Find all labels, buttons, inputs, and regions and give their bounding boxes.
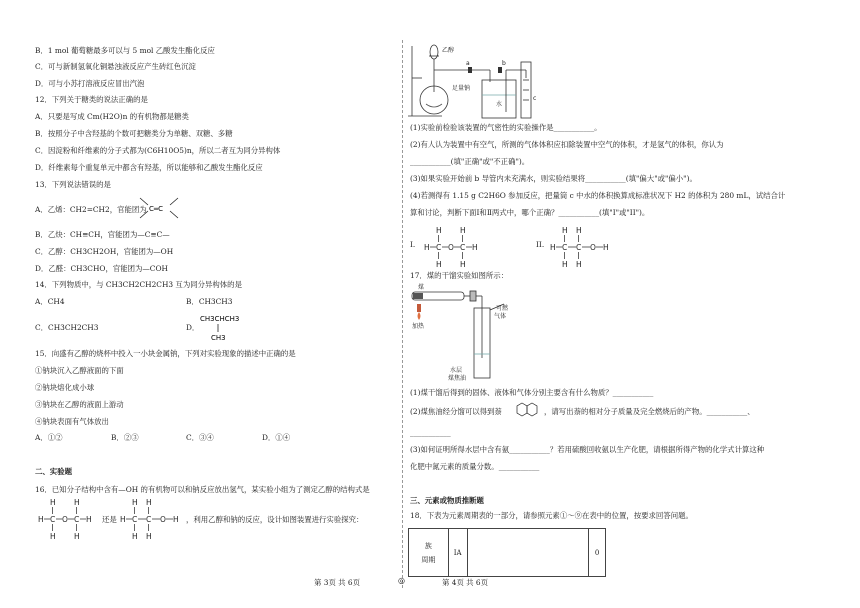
- footer-left-page-number: 第 3页 共 6页: [314, 578, 361, 587]
- q14-option-a: A．CH4: [35, 297, 65, 306]
- svg-text:H: H: [576, 226, 582, 235]
- q16-or-text: 还是: [102, 515, 117, 524]
- svg-text:C: C: [146, 515, 152, 524]
- periodic-table-fragment: [408, 528, 606, 577]
- q17-part-1: (1)煤干馏后得到的固体、液体和气体分别主要含有什么物质？___________: [410, 388, 654, 397]
- right-page: [400, 0, 860, 608]
- q16-part-4-continued: 算和讨论，判断下面Ⅰ和Ⅱ两式中，哪个正确？___________(填"I"或"II")。: [410, 208, 650, 217]
- q15-option-c: C．③④: [186, 433, 214, 442]
- question-15: 15．向盛有乙醇的烧杯中投入一小块金属钠，下列对实验现象的描述中正确的是: [35, 349, 296, 358]
- svg-text:C: C: [576, 243, 582, 252]
- svg-text:H: H: [603, 243, 609, 252]
- q13-option-b: B．乙炔：CH≡CH，官能团为—C≡C—: [35, 230, 170, 239]
- q16-part-1: (1)实验前检验该装置的气密性的实验操作是___________。: [410, 123, 602, 132]
- section-inference-heading: 三、元素或物质推断题: [410, 496, 484, 505]
- svg-text:H: H: [424, 243, 430, 252]
- table-period-label: 周期: [421, 555, 436, 564]
- svg-text:H: H: [74, 498, 80, 507]
- ethanol-sodium-apparatus-diagram: [408, 40, 538, 122]
- svg-text:C: C: [460, 243, 466, 252]
- svg-text:H: H: [173, 515, 179, 524]
- table-group-label: 族: [424, 541, 432, 550]
- table-empty-cell: [467, 529, 589, 577]
- footer-center-mark: ◎: [398, 576, 405, 585]
- q13-option-c: C．乙醇：CH3CH2OH，官能团为—OH: [35, 247, 174, 256]
- q12-option-a: A．只要是写成 Cm(H2O)n 的有机物都是糖类: [35, 112, 189, 121]
- table-col-ia: IA: [448, 529, 467, 577]
- svg-text:H: H: [550, 243, 556, 252]
- q17-part-3: (3)如何证明所得水层中含有氨___________？若用硫酸回收氨以生产化肥，请根据所得产物的化学式计算这种: [410, 445, 765, 454]
- q17-part-2-blank: ___________: [410, 428, 451, 437]
- q16-part-4: (4)若测得有 1.15 g C2H6O 参加反应，把量筒 c 中水的体积换算成标准状况下 H2 的体积为 280 mL，试结合计: [410, 191, 786, 200]
- structure-ii: [550, 226, 616, 270]
- svg-text:O: O: [62, 515, 68, 524]
- svg-text:H: H: [146, 498, 152, 507]
- table-header-cell: [409, 529, 449, 577]
- svg-text:H: H: [436, 260, 442, 269]
- cc-label: C═C: [149, 205, 163, 213]
- q16-part-2-answer: ___________(填"正确"或"不正确")。: [410, 157, 530, 166]
- svg-text:C: C: [132, 515, 138, 524]
- struct-i-label: I.: [410, 240, 416, 249]
- svg-text:H: H: [50, 532, 56, 541]
- q12-option-c: C．因淀粉和纤维素的分子式都为(C6H10O5)n，所以二者互为同分异构体: [35, 146, 281, 155]
- svg-text:H: H: [436, 226, 442, 235]
- section-experiment-heading: 二、实验题: [35, 467, 72, 476]
- option-d-glucose: D．可与小苏打溶液反应冒出汽泡: [35, 79, 145, 88]
- svg-text:C: C: [436, 243, 442, 252]
- left-page: [0, 0, 400, 608]
- svg-text:H: H: [460, 260, 466, 269]
- svg-text:H: H: [576, 260, 582, 269]
- label-a: a: [466, 60, 470, 67]
- q16-continuation: ，利用乙醇和钠的反应，设计如图装置进行实验探究：: [186, 515, 364, 524]
- q15-statement-2: ②钠块熔化成小球: [35, 383, 95, 392]
- branch-sub-label: CH3: [211, 334, 226, 342]
- option-b-glucose: B．1 mol 葡萄糖最多可以与 5 mol 乙酸发生酯化反应: [35, 46, 215, 55]
- svg-text:H: H: [472, 243, 478, 252]
- q12-option-d: D．纤维素每个重复单元中都含有羟基，所以能够和乙酸发生酯化反应: [35, 163, 263, 172]
- q15-statement-4: ④钠块表面有气体放出: [35, 417, 109, 426]
- svg-text:H: H: [562, 260, 568, 269]
- q13-option-d: D．乙醛：CH3CHO，官能团为—COH: [35, 264, 168, 273]
- question-14: 14．下列物质中，与 CH3CH2CH2CH3 互为同分异构体的是: [35, 280, 242, 289]
- svg-text:O: O: [448, 243, 454, 252]
- isobutane-structure: [196, 313, 246, 343]
- ethanol-structure: [120, 498, 182, 542]
- svg-text:H: H: [86, 515, 92, 524]
- label-combustible: 可燃: [496, 305, 509, 312]
- label-coal: 煤: [418, 284, 425, 291]
- q13-option-a: A．乙烯：CH2=CH2，官能团为: [35, 205, 147, 214]
- label-water-layer: 水层: [450, 367, 463, 374]
- svg-text:H: H: [50, 498, 56, 507]
- svg-text:H: H: [132, 498, 138, 507]
- q15-option-d: D．①④: [262, 433, 291, 442]
- label-sodium: 足量钠: [452, 85, 471, 92]
- naphthalene-structure: [516, 402, 540, 418]
- q15-option-a: A．①②: [35, 433, 63, 442]
- question-17: 17．煤的干馏实验如图所示：: [410, 271, 509, 280]
- option-c-glucose: C．可与新制氢氧化铜悬浊液反应产生砖红色沉淀: [35, 62, 196, 71]
- svg-text:H: H: [38, 515, 44, 524]
- label-ethanol: 乙醇: [442, 47, 455, 54]
- q14-option-d: D．: [186, 323, 200, 332]
- svg-text:H: H: [146, 532, 152, 541]
- svg-text:H: H: [132, 532, 138, 541]
- question-13: 13．下列说法错误的是: [35, 180, 111, 189]
- label-b: b: [502, 60, 506, 67]
- svg-text:H: H: [460, 226, 466, 235]
- q17-part-3-continued: 化肥中氮元素的质量分数。___________: [410, 462, 540, 471]
- q16-part-3: (3)如果实验开始前 b 导管内未充满水，则实验结果将___________(填"偏大"或"偏小")。: [410, 174, 697, 183]
- q17-part-2: (2)煤焦油经分馏可以得到萘: [410, 407, 502, 416]
- table-col-0: 0: [589, 529, 606, 577]
- svg-text:H: H: [120, 515, 126, 524]
- q17-part-2-continued: ，请写出萘的相对分子质量及完全燃烧后的产物。___________、: [544, 407, 755, 416]
- label-heat: 加热: [412, 323, 425, 330]
- question-16: 16．已知分子结构中含有—OH 的有机物可以和钠反应放出氢气，某实验小组为了测定乙醇的结构式是: [35, 485, 370, 494]
- label-water: 水: [496, 101, 503, 108]
- cc-double-bond-structure: [140, 196, 180, 222]
- svg-text:C: C: [562, 243, 568, 252]
- q16-part-2: (2)有人认为装置中有空气，所测的气体体积应扣除装置中空气的体积，才是氢气的体积，你认为: [410, 140, 724, 149]
- q14-option-c: C．CH3CH2CH3: [35, 323, 99, 332]
- svg-text:H: H: [74, 532, 80, 541]
- svg-text:O: O: [160, 515, 166, 524]
- q14-option-b: B．CH3CH3: [186, 297, 233, 306]
- svg-text:C: C: [50, 515, 56, 524]
- q15-statement-1: ①钠块沉入乙醇液面的下面: [35, 366, 124, 375]
- branch-label: CH3CHCH3: [200, 315, 240, 323]
- struct-ii-label: II.: [536, 240, 545, 249]
- label-gas: 气体: [494, 313, 507, 320]
- label-coal-tar: 煤焦油: [448, 375, 467, 382]
- dimethyl-ether-structure: [38, 498, 96, 542]
- q12-option-b: B．按照分子中含羟基的个数可把糖类分为单糖、双糖、多糖: [35, 129, 233, 138]
- svg-text:H: H: [562, 226, 568, 235]
- structure-i: [424, 226, 484, 270]
- q15-statement-3: ③钠块在乙醇的液面上游动: [35, 400, 124, 409]
- svg-text:C: C: [74, 515, 80, 524]
- coal-distillation-diagram: [408, 284, 518, 384]
- question-18: 18．下表为元素周期表的一部分，请参照元素①～⑨在表中的位置，按要求回答问题。: [410, 511, 693, 520]
- question-12: 12．下列关于糖类的说法正确的是: [35, 95, 148, 104]
- footer-right-page-number: 第 4页 共 6页: [442, 578, 489, 587]
- q15-option-b: B．②③: [111, 433, 139, 442]
- svg-text:O: O: [590, 243, 596, 252]
- label-c: c: [533, 95, 537, 102]
